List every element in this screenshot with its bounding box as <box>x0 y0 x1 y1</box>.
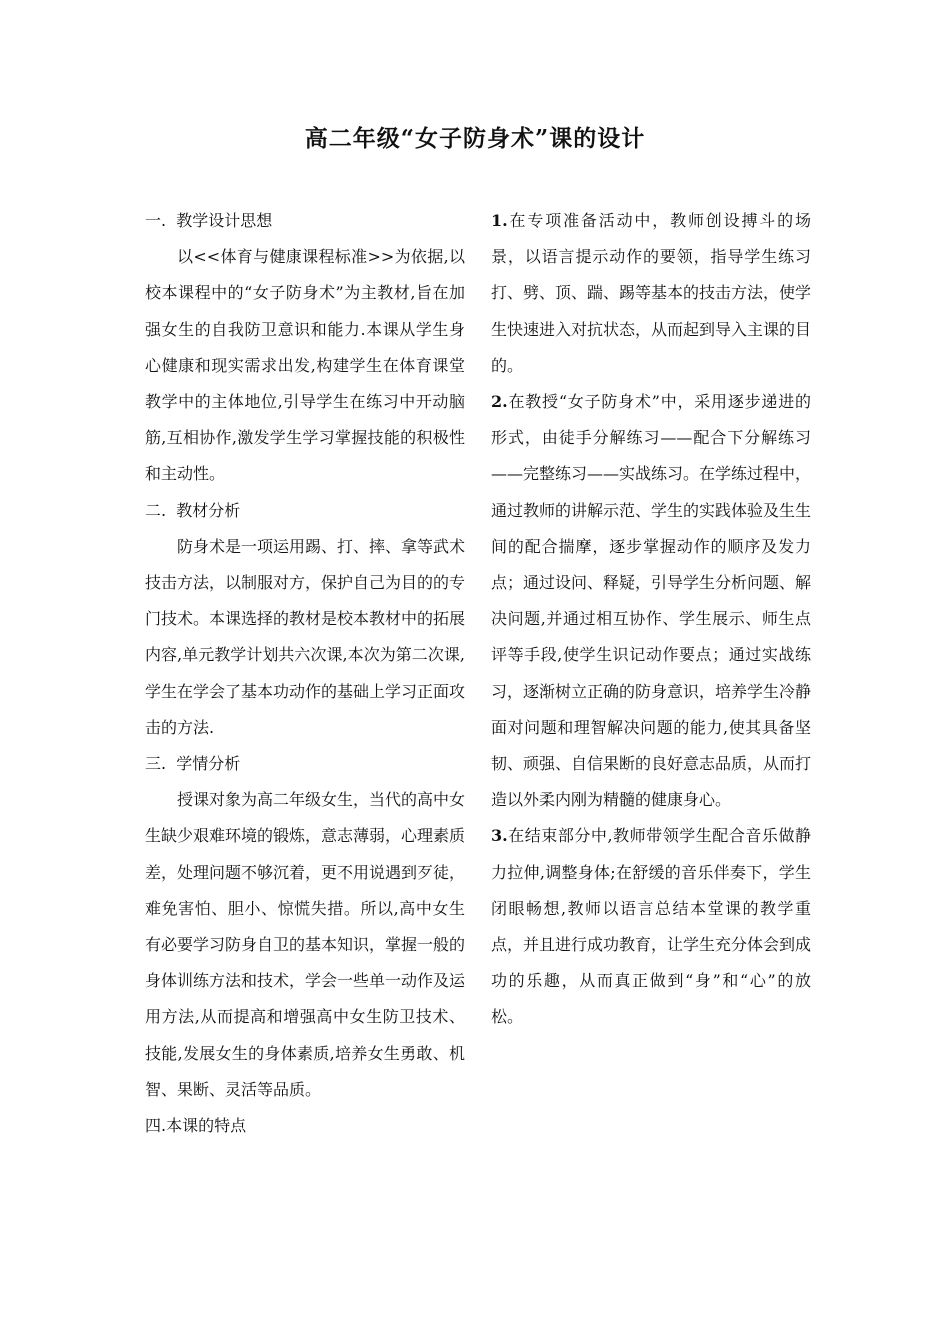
section-heading-teaching-design: 一. 教学设计思想 <box>145 211 273 230</box>
item-text: 在专项准备活动中，教师创设搏斗的场景，以语言提示动作的要领，指导学生练习打、劈、顶、踹、踢等基本的技击方法，使学生快速进入对抗状态，从而起到导入主课的目的。 <box>491 211 812 375</box>
paragraph-material-analysis: 防身术是一项运用踢、打、摔、拿等武术技击方法，以制服对方，保护自己为目的的专门技术。本课选择的教材是校本教材中的拓展内容,单元教学计划共六次课,本次为第二次课,学生在学会了基本功动作的基础上学习正面攻击的方法. <box>145 536 466 737</box>
right-column <box>491 203 811 1036</box>
item-number: 2. <box>491 392 508 412</box>
item-text: 在结束部分中,教师带领学生配合音乐做静力拉伸,调整身体;在舒缓的音乐伴奏下，学生闭眼畅想,教师以语言总结本堂课的教学重点，并且进行成功教育，让学生充分体会到成功的乐趣，从而真正做到“身”和“心”的放松。 <box>491 826 812 1027</box>
document-title: 高二年级“女子防身术”课的设计 <box>304 125 646 152</box>
list-item <box>491 203 811 384</box>
item-text: 在教授“女子防身术”中，采用逐步递进的形式，由徒手分解练习——配合下分解练习——完整练习——实战练习。在学练过程中，通过教师的讲解示范、学生的实践体验及生生间的配合揣摩，逐步掌握动作的顺序及发力点；通过设问、释疑，引导学生分析问题、解决问题,并通过相互协作、学生展示、师生点评等手段,使学生识记动作要点；通过实战练习，逐渐树立正确的防身意识，培养学生冷静面对问题和理智解决问题的能力,使其具备坚韧、顽强、自信果断的良好意志品质，从而打造以外柔内刚为精髓的健康身心。 <box>491 392 812 810</box>
paragraph-teaching-design: 以<<体育与健康课程标准>>为依据,以校本课程中的“女子防身术”为主教材,旨在加强女生的自我防卫意识和能力.本课从学生身心健康和现实需求出发,构建学生在体育课堂教学中的主体地位,引导学生在练习中开动脑筋,互相协作,激发学生学习掌握技能的积极性和主动性。 <box>145 247 465 484</box>
section-heading-material-analysis: 二. 教材分析 <box>145 500 241 520</box>
list-item <box>491 818 811 1035</box>
section-heading-features: 四.本课的特点 <box>145 1116 247 1136</box>
left-column <box>145 203 465 1144</box>
item-number: 1. <box>491 211 508 230</box>
paragraph-student-analysis: 授课对象为高二年级女生，当代的高中女生缺少艰难环境的锻炼，意志薄弱，心理素质差，处理问题不够沉着，更不用说遇到歹徒，难免害怕、胆小、惊慌失措。所以,高中女生有必要学习防身自卫的基本知识，掌握一般的身体训练方法和技术，学会一些单一动作及运用方法,从而提高和增强高中女生防卫技术、技能,发展女生的身体素质,培养女生勇敢、机智、果断、灵活等品质。 <box>145 790 466 1099</box>
list-item <box>491 384 811 818</box>
section-heading-student-analysis: 三. 学情分析 <box>145 754 241 774</box>
item-number: 3. <box>491 826 508 846</box>
